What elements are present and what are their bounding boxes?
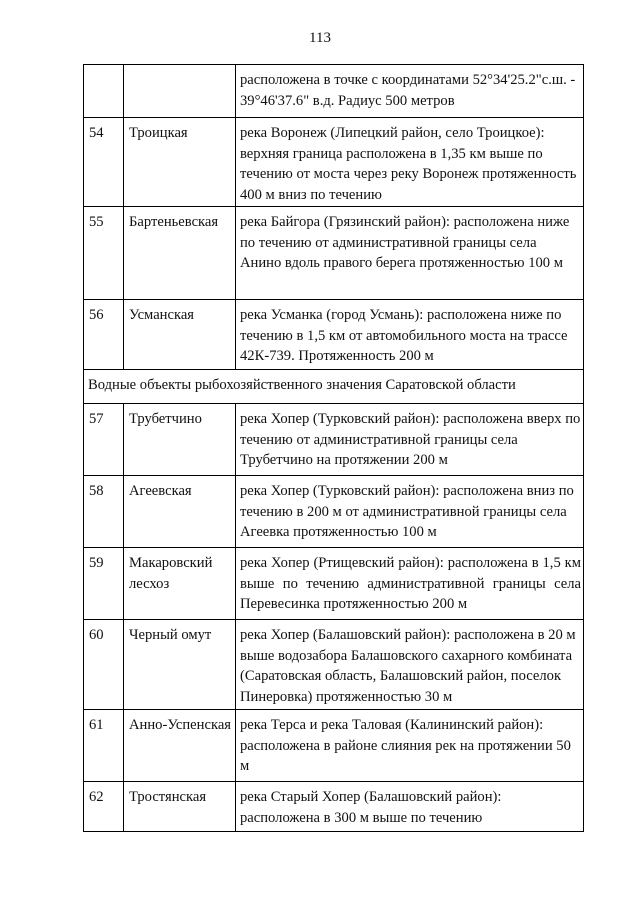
row-number: 61 <box>84 710 124 782</box>
water-body-name: Анно-Успенская <box>124 710 236 782</box>
row-number: 55 <box>84 207 124 300</box>
table-row <box>84 620 584 710</box>
section-header: Водные объекты рыбохозяйственного значения Саратовской области <box>84 370 584 404</box>
row-number: 62 <box>84 782 124 832</box>
water-body-name: Черный омут <box>124 620 236 710</box>
table-row <box>84 710 584 782</box>
location-description: река Старый Хопер (Балашовский район): расположена в 300 м выше по течению <box>236 782 584 832</box>
location-description: река Хопер (Балашовский район): расположена в 20 м выше водозабора Балашовского сахарного комбината (Саратовская область, Балашовский район, поселок Пинеровка) протяженностью 30 м <box>236 620 584 710</box>
water-body-name: Макаровский лесхоз <box>124 548 236 620</box>
table-row <box>84 782 584 832</box>
row-number: 57 <box>84 404 124 476</box>
location-description: река Хопер (Ртищевский район): расположена в 1,5 км выше по течению административной границы села Перевесинка протяженностью 200 м <box>236 548 584 620</box>
table-row <box>84 118 584 207</box>
row-number: 60 <box>84 620 124 710</box>
table-row <box>84 65 584 118</box>
location-description: река Усманка (город Усмань): расположена ниже по течению в 1,5 км от автомобильного моста на трассе 42К-739. Протяженность 200 м <box>236 300 584 370</box>
row-number <box>84 65 124 118</box>
location-description: река Хопер (Турковский район): расположена вниз по течению в 200 м от административной границы села Агеевка протяженностью 100 м <box>236 476 584 548</box>
water-body-name: Агеевская <box>124 476 236 548</box>
table-row <box>84 300 584 370</box>
table-row <box>84 476 584 548</box>
row-number: 59 <box>84 548 124 620</box>
water-body-name <box>124 65 236 118</box>
location-description: река Воронеж (Липецкий район, село Троицкое): верхняя граница расположена в 1,35 км выше по течению от моста через реку Воронеж протяженность 400 м вниз по течению <box>236 118 584 207</box>
section-header-row <box>84 370 584 404</box>
location-description: река Байгора (Грязинский район): расположена ниже по течению от административной границы села Анино вдоль правого берега протяженностью 100 м <box>236 207 584 300</box>
fishery-water-bodies-table <box>83 64 584 832</box>
table-row <box>84 404 584 476</box>
row-number: 58 <box>84 476 124 548</box>
row-number: 56 <box>84 300 124 370</box>
table-row <box>84 548 584 620</box>
water-body-name: Троицкая <box>124 118 236 207</box>
location-description: расположена в точке с координатами 52°34'25.2"с.ш. - 39°46'37.6" в.д. Радиус 500 метров <box>236 65 584 118</box>
water-body-name: Тростянская <box>124 782 236 832</box>
row-number: 54 <box>84 118 124 207</box>
location-description: река Терса и река Таловая (Калининский район): расположена в районе слияния рек на протяжении 50 м <box>236 710 584 782</box>
water-body-name: Усманская <box>124 300 236 370</box>
page-number: 113 <box>309 30 331 46</box>
water-body-name: Трубетчино <box>124 404 236 476</box>
location-description: река Хопер (Турковский район): расположена вверх по течению от административной границы села Трубетчино на протяжении 200 м <box>236 404 584 476</box>
water-body-name: Бартеньевская <box>124 207 236 300</box>
table-row <box>84 207 584 300</box>
